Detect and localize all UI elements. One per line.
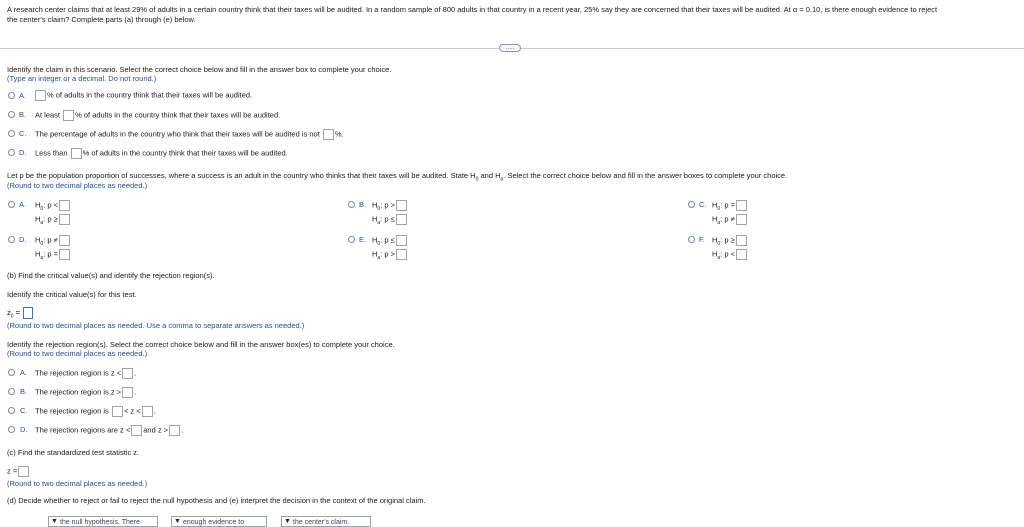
region-option-c-letter: C. xyxy=(20,406,28,415)
hyp-c-h0-rel: : p = xyxy=(720,200,736,210)
claim-option-d-letter: D. xyxy=(19,148,27,157)
hyp-option-b-letter: B. xyxy=(359,200,367,209)
part-a-hint: (Type an integer or a decimal. Do not round.) xyxy=(7,74,157,83)
claim-option-c xyxy=(35,129,344,140)
claim-b-input[interactable] xyxy=(63,110,74,121)
region-c-text: The rejection region is xyxy=(35,406,109,416)
region-b-after: . xyxy=(134,387,137,397)
region-option-c xyxy=(35,406,156,417)
hyp-instr-suba: a xyxy=(500,176,504,183)
claim-option-c-radio[interactable] xyxy=(8,130,15,137)
part-b-heading: (b) Find the critical value(s) and identify the rejection region(s). xyxy=(7,271,215,280)
hyp-a-h0-input[interactable] xyxy=(59,200,70,211)
hyp-f-h0: $H_0$: p ≥ xyxy=(712,235,748,247)
dropdown1-text: the null hypothesis. There xyxy=(60,519,141,526)
hyp-option-d-letter: D. xyxy=(19,235,27,244)
hyp-f-ha-rel: : p < xyxy=(720,249,736,259)
claim-option-b-radio[interactable] xyxy=(8,111,15,118)
hyp-e-h0-input[interactable] xyxy=(396,235,407,246)
hyp-e-ha: $H_a$: p > xyxy=(372,249,408,261)
region-option-d-radio[interactable] xyxy=(8,426,15,433)
region-option-d-letter: D. xyxy=(20,425,28,434)
hyp-a-ha-input[interactable] xyxy=(59,214,70,225)
hyp-e-h0-rel: : p ≤ xyxy=(380,235,395,245)
claim-b-before: At least xyxy=(35,110,61,120)
hyp-d-h0-input[interactable] xyxy=(59,235,70,246)
hyp-c-ha: $H_a$: p ≠ xyxy=(712,214,748,226)
hyp-d-h0: $H_0$: p ≠ xyxy=(35,235,71,247)
hyp-option-d-radio[interactable] xyxy=(8,236,15,243)
hyp-a-ha-rel: : p ≥ xyxy=(43,214,58,224)
claim-option-d xyxy=(35,148,288,159)
hyp-f-ha-input[interactable] xyxy=(736,249,747,260)
expand-more-button[interactable]: ..... xyxy=(499,44,521,52)
region-option-b xyxy=(35,387,136,398)
region-c-after: . xyxy=(153,406,156,416)
hyp-d-ha: $H_a$: p = xyxy=(35,249,71,261)
part-c-heading: (c) Find the standardized test statistic z. xyxy=(7,448,140,457)
region-option-a xyxy=(35,368,136,379)
hyp-instr-mid: and H xyxy=(478,171,501,180)
critical-value-row xyxy=(7,307,34,319)
region-option-a-radio[interactable] xyxy=(8,369,15,376)
claim-d-after: % of adults in the country think that their taxes will be audited. xyxy=(82,148,288,158)
hyp-instr-sub0: 0 xyxy=(475,176,479,183)
hyp-d-ha-input[interactable] xyxy=(59,249,70,260)
part-a-instruction: Identify the claim in this scenario. Select the correct choice below and fill in the answer box to complete your choice. xyxy=(7,65,392,74)
chevron-down-icon: ▼ xyxy=(284,518,291,525)
region-c-input-upper[interactable] xyxy=(142,406,153,417)
question-text-line2: the center's claim? Complete parts (a) through (e) below. xyxy=(7,15,196,24)
region-option-a-letter: A. xyxy=(20,368,28,377)
hyp-option-f-radio[interactable] xyxy=(688,236,695,243)
test-statistic-input[interactable] xyxy=(18,466,29,477)
decision-dropdown[interactable] xyxy=(48,516,158,527)
hypotheses-hint: (Round to two decimal places as needed.) xyxy=(7,181,148,190)
region-d-text: The rejection regions are z < xyxy=(35,425,131,435)
hyp-c-ha-rel: : p ≠ xyxy=(720,214,735,224)
z0-label: z xyxy=(7,307,11,317)
claim-d-input[interactable] xyxy=(71,148,82,159)
hyp-c-ha-input[interactable] xyxy=(736,214,747,225)
region-a-after: . xyxy=(134,368,137,378)
hyp-option-a-letter: A. xyxy=(19,200,27,209)
hyp-f-h0-input[interactable] xyxy=(736,235,747,246)
hyp-b-h0: $H_0$: p > xyxy=(372,200,408,212)
hyp-e-ha-rel: : p > xyxy=(380,249,396,259)
claim-option-b xyxy=(35,110,280,121)
hyp-b-h0-rel: : p > xyxy=(380,200,396,210)
region-b-text: The rejection region is z > xyxy=(35,387,122,397)
hyp-option-b-radio[interactable] xyxy=(348,201,355,208)
hyp-a-h0: $H_0$: p < xyxy=(35,200,71,212)
region-a-input[interactable] xyxy=(122,368,133,379)
region-d-input-lower[interactable] xyxy=(131,425,142,436)
z0-sub: 0 xyxy=(10,313,14,320)
region-option-b-radio[interactable] xyxy=(8,388,15,395)
hyp-option-c-radio[interactable] xyxy=(688,201,695,208)
hyp-instr-post: . Select the correct choice below and fill in the answer boxes to complete your choice. xyxy=(503,171,788,180)
region-c-input-lower[interactable] xyxy=(112,406,123,417)
claim-option-c-letter: C. xyxy=(19,129,27,138)
hyp-option-c-letter: C. xyxy=(699,200,707,209)
region-d-input-upper[interactable] xyxy=(169,425,180,436)
question-text-line1: A research center claims that at least 29% of adults in a certain country think that their taxes will be audited. In a random sample of 800 adults in that country in a recent year, 25% say they are concerned that their taxes will be audited. At α = 0.10, is there enough evidence to reject xyxy=(7,5,938,14)
hyp-b-h0-input[interactable] xyxy=(396,200,407,211)
hyp-a-h0-rel: : p < xyxy=(43,200,59,210)
claim-option-d-radio[interactable] xyxy=(8,149,15,156)
z0-equals: = xyxy=(13,307,20,317)
dropdown3-text: the center's claim. xyxy=(293,519,350,526)
hyp-e-ha-input[interactable] xyxy=(396,249,407,260)
rejection-region-instruction: Identify the rejection region(s). Select the correct choice below and fill in the answer box(es) to complete your choice. xyxy=(7,340,395,349)
hyp-option-e-letter: E. xyxy=(359,235,367,244)
chevron-down-icon: ▼ xyxy=(51,518,58,525)
claim-b-after: % of adults in the country think that their taxes will be audited. xyxy=(75,110,281,120)
region-a-text: The rejection region is z < xyxy=(35,368,122,378)
hyp-d-h0-rel: : p ≠ xyxy=(43,235,58,245)
hyp-b-ha: $H_a$: p ≤ xyxy=(372,214,408,226)
claim-c-after: %. xyxy=(334,129,344,139)
region-option-b-letter: B. xyxy=(20,387,28,396)
rejection-region-hint: (Round to two decimal places as needed.) xyxy=(7,349,148,358)
claim-c-input[interactable] xyxy=(323,129,334,140)
action-dropdown[interactable] xyxy=(281,516,371,527)
claim-c-before: The percentage of adults in the country who think that their taxes will be audited is not xyxy=(35,129,320,139)
claim-a-after: % of adults in the country think that their taxes will be audited. xyxy=(47,90,253,100)
claim-option-a xyxy=(34,90,252,101)
hyp-option-f-letter: F. xyxy=(699,235,705,244)
region-c-mid: < z < xyxy=(123,406,141,416)
hyp-c-h0: $H_0$: p = xyxy=(712,200,748,212)
critical-value-input[interactable] xyxy=(23,307,33,319)
hyp-option-e-radio[interactable] xyxy=(348,236,355,243)
region-d-after: . xyxy=(181,425,184,435)
hyp-d-ha-rel: : p = xyxy=(43,249,59,259)
test-statistic-hint: (Round to two decimal places as needed.) xyxy=(7,479,148,488)
claim-option-b-letter: B. xyxy=(19,110,27,119)
evidence-dropdown[interactable] xyxy=(171,516,267,527)
hyp-e-h0: $H_0$: p ≤ xyxy=(372,235,408,247)
hyp-c-h0-input[interactable] xyxy=(736,200,747,211)
test-statistic-row xyxy=(7,466,30,477)
z-label: z = xyxy=(7,466,18,476)
hyp-option-a-radio[interactable] xyxy=(8,201,15,208)
chevron-down-icon: ▼ xyxy=(174,518,181,525)
region-d-mid: and z > xyxy=(143,425,169,435)
critical-value-hint: (Round to two decimal places as needed. Use a comma to separate answers as needed.) xyxy=(7,321,305,330)
hyp-b-ha-input[interactable] xyxy=(396,214,407,225)
hyp-instr-pre: Let p be the population proportion of successes, where a success is an adult in the country who thinks that their taxes will be audited. State H xyxy=(7,171,476,180)
claim-option-a-letter: A. xyxy=(19,91,27,100)
part-d-heading: (d) Decide whether to reject or fail to reject the null hypothesis and (e) interpret the decision in the context of the original claim. xyxy=(7,496,426,505)
hyp-f-h0-rel: : p ≥ xyxy=(720,235,735,245)
hyp-b-ha-rel: : p ≤ xyxy=(380,214,395,224)
hyp-f-ha: $H_a$: p < xyxy=(712,249,748,261)
region-option-d xyxy=(35,425,183,436)
claim-a-input[interactable] xyxy=(35,90,46,101)
region-b-input[interactable] xyxy=(122,387,133,398)
hyp-a-ha: $H_a$: p ≥ xyxy=(35,214,71,226)
claim-option-a-radio[interactable] xyxy=(8,92,15,99)
region-option-c-radio[interactable] xyxy=(8,407,15,414)
critical-value-prompt: Identify the critical value(s) for this test. xyxy=(7,290,137,299)
dropdown2-text: enough evidence to xyxy=(183,519,245,526)
claim-d-before: Less than xyxy=(35,148,68,158)
